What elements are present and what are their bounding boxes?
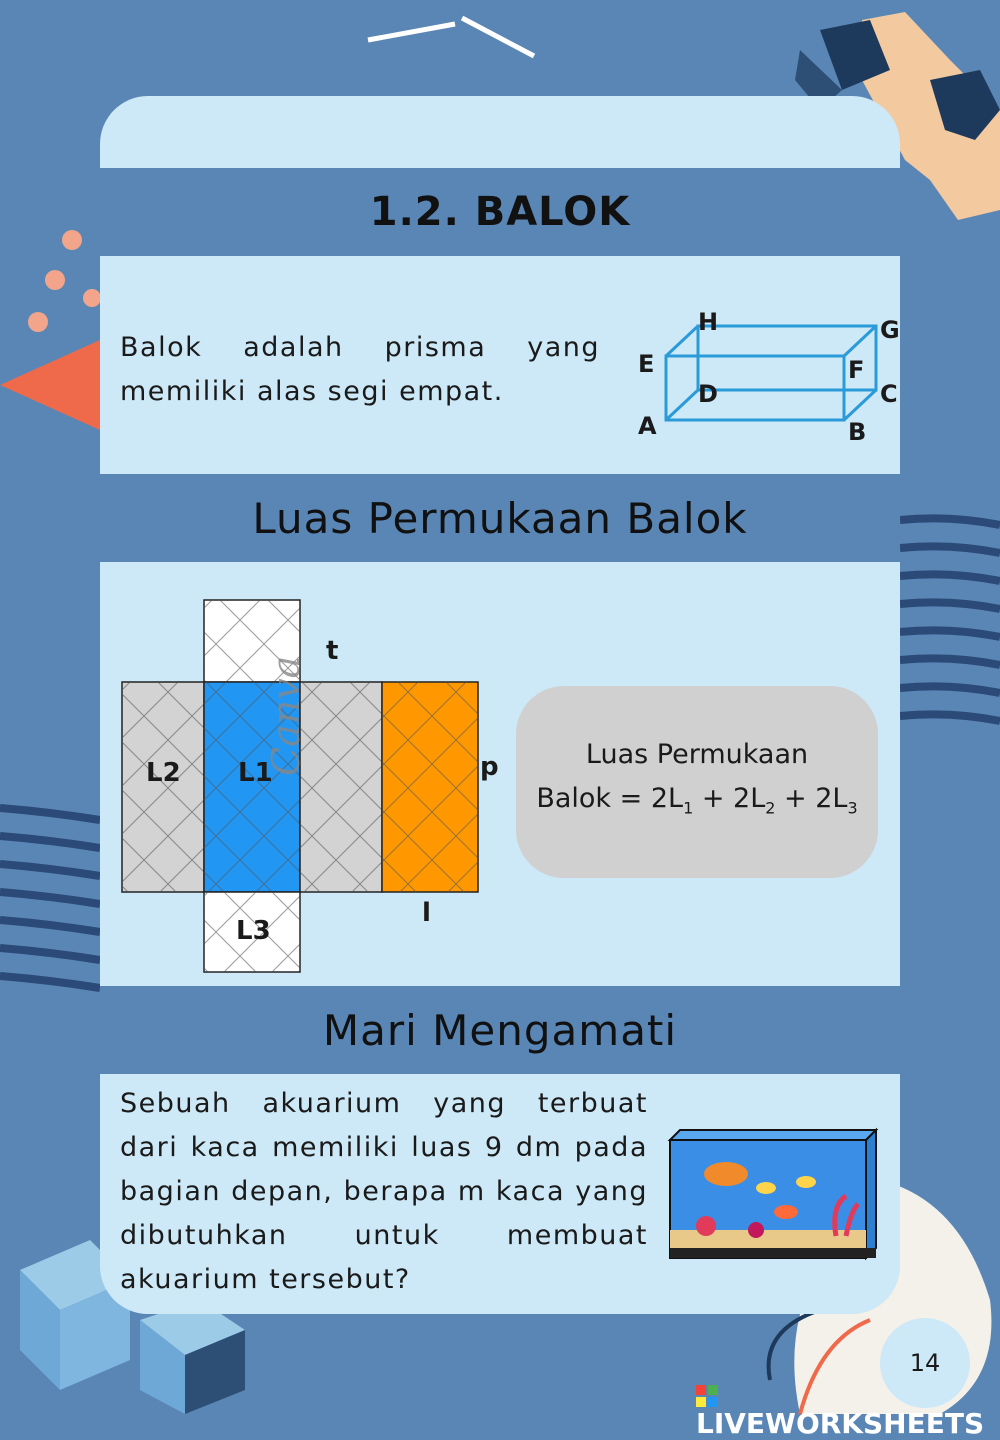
vertex-label-d: D	[698, 380, 718, 408]
deco-stripes	[900, 518, 1000, 721]
page-title: 1.2. BALOK	[369, 189, 631, 235]
net-label-p: p	[480, 752, 499, 782]
liveworksheets-logo-icon	[696, 1381, 718, 1403]
formula-line1: Luas Permukaan	[585, 739, 809, 771]
brand-text: LIVEWORKSHEETS	[696, 1407, 985, 1440]
observe-text: Sebuah akuarium yang terbuat dari kaca memiliki luas 9 dm pada bagian depan, berapa m kaca yang dibutuhkan untuk membuat akuarium tersebut?	[120, 1088, 648, 1295]
title-band	[100, 168, 900, 256]
net-label-t: t	[326, 636, 339, 666]
deco-stripes	[0, 808, 100, 988]
aquarium-image	[666, 1126, 880, 1266]
formula-line2: Balok = $2L_1 + 2L_2 + 2L_3$	[536, 783, 858, 818]
page-number: 14	[880, 1318, 970, 1408]
net-label-l3: L3	[236, 916, 271, 946]
net-label-l1: L1	[238, 758, 273, 788]
net-label-l2: L2	[146, 758, 181, 788]
net-label-l: l	[422, 898, 431, 928]
vertex-label-e: E	[638, 350, 655, 378]
surface-area-heading: Luas Permukaan Balok	[252, 493, 748, 543]
content-card	[100, 96, 900, 1314]
surface-area-band	[100, 474, 900, 562]
vertex-label-h: H	[698, 308, 719, 336]
observe-band	[100, 986, 900, 1074]
formula-box	[516, 686, 878, 878]
vertex-label-c: C	[880, 380, 898, 408]
vertex-label-f: F	[848, 356, 865, 384]
vertex-label-g: G	[880, 316, 900, 344]
liveworksheets-brand	[696, 1374, 1000, 1440]
canva-watermark: Canva	[264, 655, 308, 776]
vertex-label-b: B	[848, 418, 867, 446]
deco-line	[462, 18, 534, 56]
observe-heading: Mari Mengamati	[322, 1005, 678, 1055]
deco-triangle	[0, 340, 100, 430]
definition-text: Balok adalah prisma yang memiliki alas segi empat.	[120, 332, 600, 407]
vertex-label-a: A	[638, 412, 657, 440]
deco-line	[368, 24, 455, 40]
